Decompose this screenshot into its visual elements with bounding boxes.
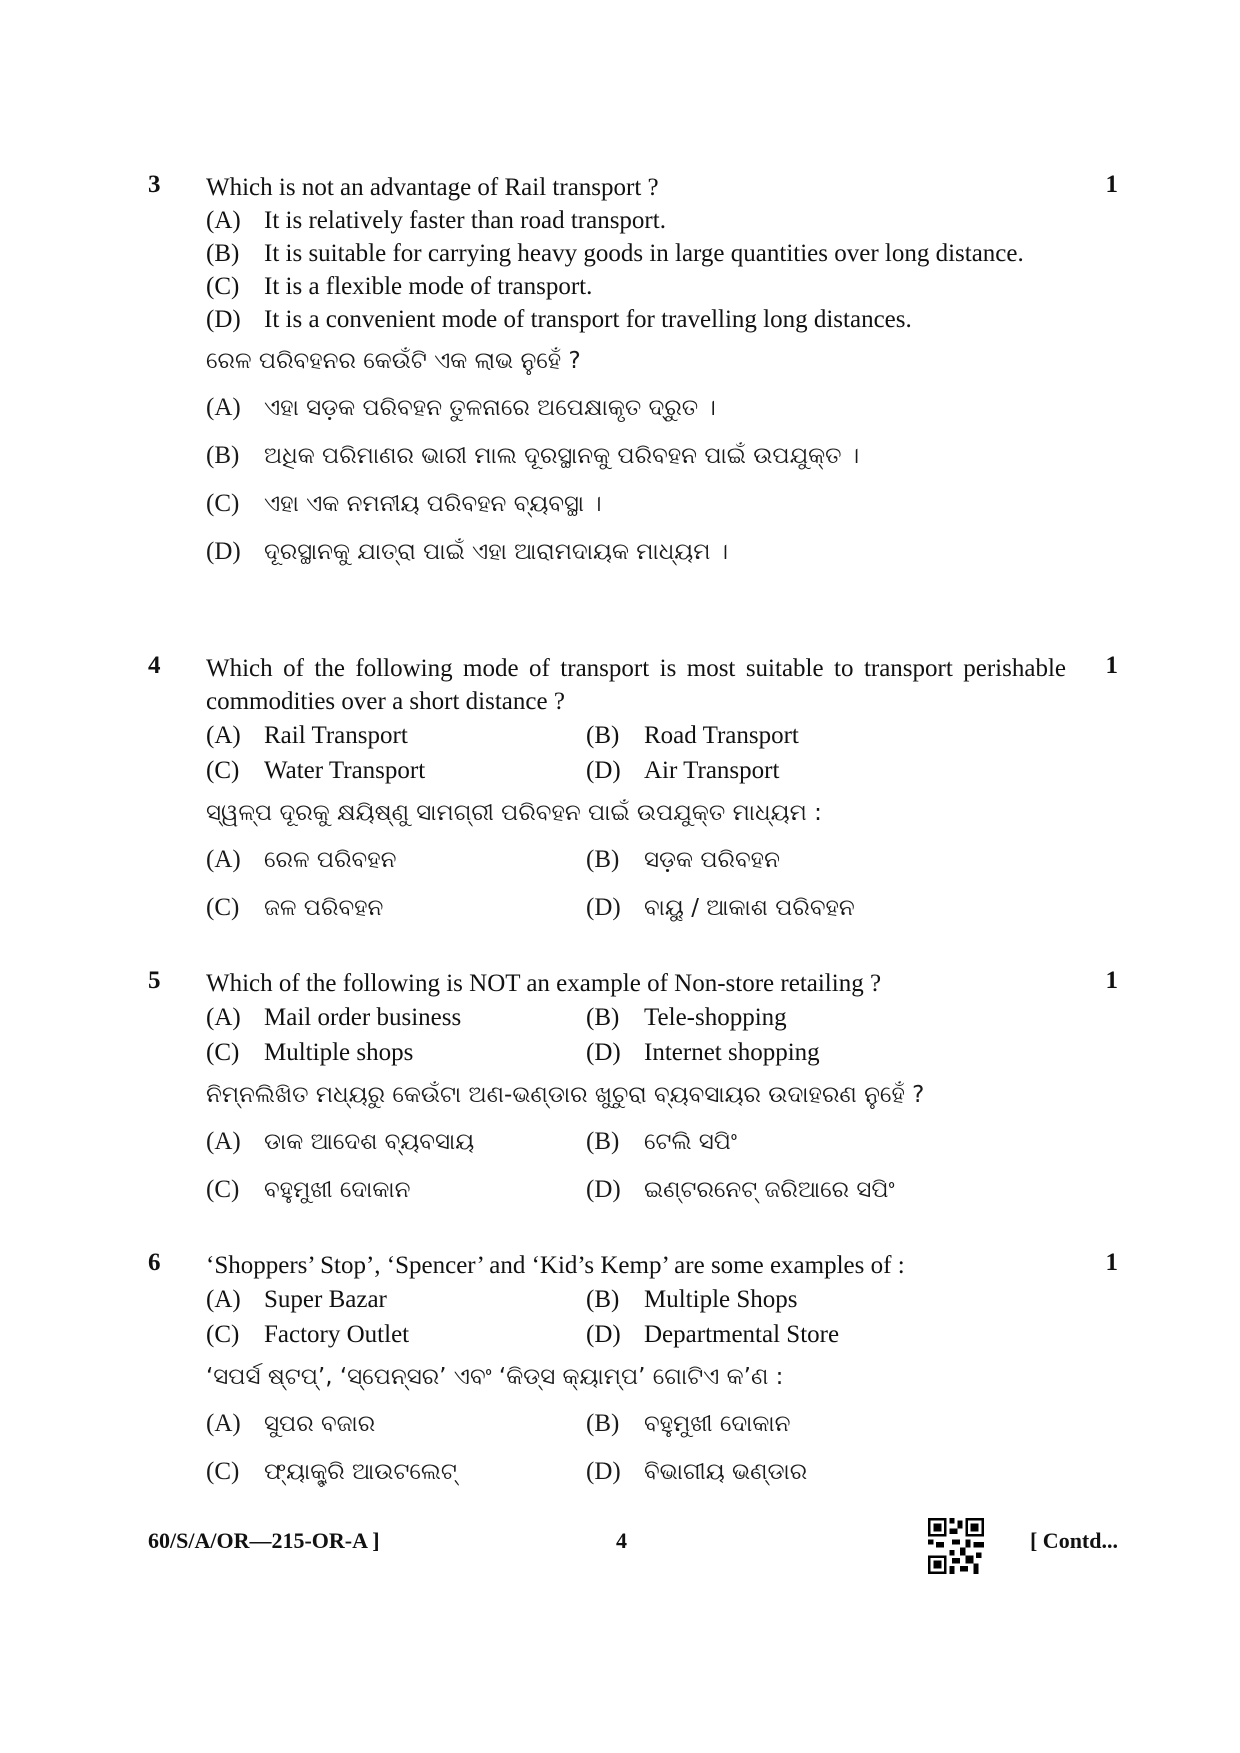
option-d-odia: (D) ଦୂରସ୍ଥାନକୁ ଯାତ୍ରା ପାଇଁ ଏହା ଆରାମଦାୟକ ମାଧ୍ୟମ ।: [206, 538, 729, 565]
paper-code: 60/S/A/OR—215-OR-A ]: [148, 1528, 380, 1553]
question-marks: 1: [1105, 652, 1118, 679]
qr-code-icon: [928, 1518, 984, 1574]
option-a: (A) Mail order business: [206, 1004, 462, 1031]
option-b-odia: (B) ଅଧିକ ପରିମାଣର ଭାରୀ ମାଲ ଦୂରସ୍ଥାନକୁ ପରିବହନ ପାଇଁ ଉପଯୁକ୍ତ ।: [206, 442, 860, 469]
option-c-odia: (C) ଏହା ଏକ ନମନୀୟ ପରିବହନ ବ୍ୟବସ୍ଥା ।: [206, 490, 602, 517]
option-d: (D) Departmental Store: [586, 1321, 840, 1348]
question-text-odia: ‘ସପର୍ସ ଷ୍ଟପ୍’, ‘ସ୍ପେନ୍ସର’ ଏବଂ ‘କିଡ୍ସ କ୍ୟାମ୍ପ’ ଗୋଟିଏ କ’ଣ :: [206, 1364, 784, 1390]
option-a-odia: (A) ଡାକ ଆଦେଶ ବ୍ୟବସାୟ: [206, 1128, 475, 1155]
question-4: [148, 652, 1118, 932]
options-odia: [206, 1400, 1066, 1496]
option-b: (B) Road Transport: [586, 722, 799, 749]
option-c-odia: (C) ବହୁମୁଖୀ ଦୋକାନ: [206, 1176, 411, 1203]
page-number: 4: [616, 1528, 627, 1553]
question-text-odia: ସ୍ୱଳ୍ପ ଦୂରକୁ କ୍ଷୟିଷ୍ଣୁ ସାମଗ୍ରୀ ପରିବହନ ପାଇଁ ଉପଯୁକ୍ତ ମାଧ୍ୟମ :: [206, 800, 822, 826]
question-6: [148, 1249, 1118, 1496]
question-text-odia: ରେଳ ପରିବହନର କେଉଁଟି ଏକ ଲାଭ ନୁହେଁ ?: [206, 348, 581, 374]
options-odia: [206, 1118, 1066, 1214]
question-5: [148, 967, 1118, 1214]
question-text-english: Which of the following mode of transport is most suitable to transport perishable commodities over a short distance ?: [206, 655, 1066, 715]
option-c: (C) It is a flexible mode of transport.: [206, 273, 593, 300]
option-a-odia: (A) ରେଳ ପରିବହନ: [206, 846, 397, 873]
question-number: 4: [148, 652, 161, 679]
option-a-odia: (A) ସୁପର ବଜାର: [206, 1410, 376, 1437]
question-text-odia: ନିମ୍ନଲିଖିତ ମଧ୍ୟରୁ କେଉଁଟା ଅଣ-ଭଣ୍ଡାର ଖୁଚୁରା ବ୍ୟବସାୟର ଉଦାହରଣ ନୁହେଁ ?: [206, 1082, 925, 1108]
question-text-english: Which is not an advantage of Rail transport ?: [206, 174, 659, 201]
options-odia: [206, 384, 1066, 576]
option-b-odia: (B) ଟେଲି ସପିଂ: [586, 1128, 737, 1155]
question-3: [148, 171, 1118, 576]
question-text-english: ‘Shoppers’ Stop’, ‘Spencer’ and ‘Kid’s Kemp’ are some examples of :: [206, 1252, 905, 1279]
question-text-english: Which of the following is NOT an example of Non-store retailing ?: [206, 970, 882, 997]
option-c: (C) Factory Outlet: [206, 1321, 410, 1348]
options-english: [206, 1000, 1066, 1070]
option-d-odia: (D) ବାୟୁ / ଆକାଶ ପରିବହନ: [586, 894, 855, 921]
option-a-odia: (A) ଏହା ସଡ଼କ ପରିବହନ ତୁଳନାରେ ଅପେକ୍ଷାକୃତ ଦ୍ରୁତ ।: [206, 394, 716, 421]
option-b: (B) It is suitable for carrying heavy goods in large quantities over long distance.: [206, 240, 1024, 267]
option-c-odia: (C) ଫ୍ୟାକ୍ଟ୍ରି ଆଉଟଲେଟ୍: [206, 1458, 457, 1485]
options-english: [206, 204, 1066, 336]
option-b-odia: (B) ସଡ଼କ ପରିବହନ: [586, 846, 780, 873]
question-number: 3: [148, 171, 161, 198]
option-b: (B) Tele-shopping: [586, 1004, 787, 1031]
option-d: (D) Air Transport: [586, 757, 780, 784]
option-a: (A) Rail Transport: [206, 722, 408, 749]
question-marks: 1: [1105, 967, 1118, 994]
option-c: (C) Water Transport: [206, 757, 426, 784]
page-footer: [148, 1528, 1118, 1588]
continued-label: [ Contd...: [1029, 1528, 1118, 1553]
option-b-odia: (B) ବହୁମୁଖୀ ଦୋକାନ: [586, 1410, 791, 1437]
question-number: 5: [148, 967, 161, 994]
question-number: 6: [148, 1249, 161, 1276]
question-marks: 1: [1105, 171, 1118, 198]
option-a: (A) Super Bazar: [206, 1286, 387, 1313]
option-c-odia: (C) ଜଳ ପରିବହନ: [206, 894, 384, 921]
option-b: (B) Multiple Shops: [586, 1286, 798, 1313]
question-marks: 1: [1105, 1249, 1118, 1276]
option-a: (A) It is relatively faster than road transport.: [206, 207, 666, 234]
option-c: (C) Multiple shops: [206, 1039, 414, 1066]
option-d-odia: (D) ଇଣ୍ଟରନେଟ୍ ଜରିଆରେ ସପିଂ: [586, 1176, 895, 1203]
option-d: (D) It is a convenient mode of transport for travelling long distances.: [206, 306, 912, 333]
option-d: (D) Internet shopping: [586, 1039, 820, 1066]
options-odia: [206, 836, 1066, 932]
option-d-odia: (D) ବିଭାଗୀୟ ଭଣ୍ଡାର: [586, 1458, 808, 1485]
options-english: [206, 718, 1066, 788]
options-english: [206, 1282, 1066, 1352]
